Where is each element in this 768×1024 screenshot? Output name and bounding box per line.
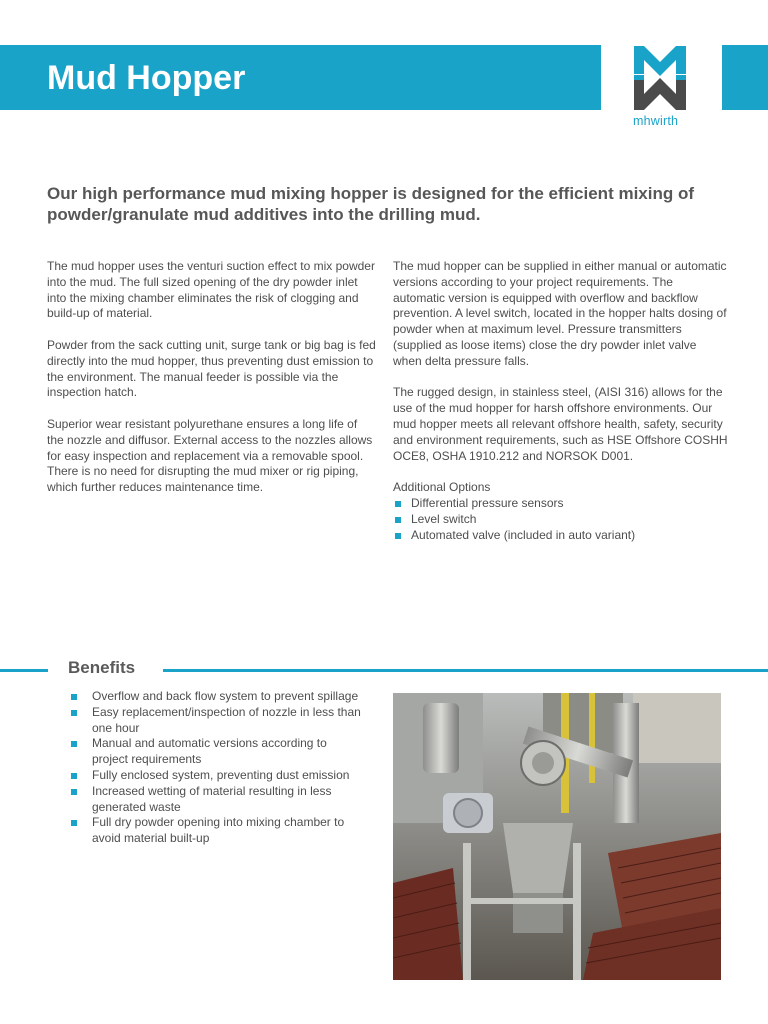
square-bullet-icon [71,773,77,779]
square-bullet-icon [395,517,401,523]
list-item-text: Differential pressure sensors [411,495,564,510]
list-item-text: Easy replacement/inspection of nozzle in less than one hour [92,704,361,735]
section-rule [0,669,48,672]
body-paragraph: The rugged design, in stainless steel, (AISI 316) allows for the use of the mud hopper for harsh offshore environments. Our mud hopper meets all relevant offshore health, safety, security and environment requirements, such as HSE Offshore COSHH OCE8, OSHA 1910.212 and NORSOK D001. [393,385,728,463]
list-item [69,689,364,705]
square-bullet-icon [71,710,77,716]
list-item [69,784,364,816]
options-title: Additional Options [393,480,491,495]
page-title: Mud Hopper [47,59,246,97]
list-item [393,512,728,528]
square-bullet-icon [395,533,401,539]
list-item-text: Manual and automatic versions according to project requirements [92,736,327,767]
list-item-text: Automated valve (included in auto variant) [411,527,636,542]
benefits-list [69,689,364,847]
body-paragraph: The mud hopper uses the venturi suction effect to mix powder into the mud. The full sized opening of the dry powder inlet into the mixing chamber eliminates the risk of clogging and build-up of material. [47,259,375,321]
list-item [69,768,364,784]
mud-hopper-photo [393,693,721,980]
body-paragraph: Powder from the sack cutting unit, surge tank or big bag is fed directly into the mud hopper, thus preventing dust emission to the environment. The manual feeder is possible via the inspection hatch. [47,337,376,400]
square-bullet-icon [395,501,401,507]
benefits-list-container [69,689,364,847]
right-column [393,259,728,543]
list-item-text: Increased wetting of material resulting in less generated waste [92,783,332,814]
logo-wordmark: mhwirth [633,114,679,128]
list-item-text: Level switch [411,511,477,526]
lead-paragraph: Our high performance mud mixing hopper is designed for the efficient mixing of powder/granulate mud additives into the drilling mud. [47,184,695,224]
square-bullet-icon [71,741,77,747]
options-list [393,496,728,543]
list-item-text: Full dry powder opening into mixing chamber to avoid material built-up [92,815,345,846]
list-item-text: Fully enclosed system, preventing dust emission [92,767,350,782]
list-item [393,528,728,544]
left-column [47,259,377,512]
body-paragraph: The mud hopper can be supplied in either manual or automatic versions according to your project requirements. The automatic version is equipped with overflow and backflow prevention. A level switch, located in the hopper halts dosing of powder when at maximum level. Pressure transmitters (supplied as loose items) close the dry powder inlet valve when delta pressure falls. [393,259,727,368]
square-bullet-icon [71,789,77,795]
square-bullet-icon [71,820,77,826]
section-rule [163,669,768,672]
list-item-text: Overflow and back flow system to prevent spillage [92,689,359,703]
list-item [69,736,364,768]
benefits-heading: Benefits [68,658,136,677]
list-item [393,496,728,512]
list-item [69,705,364,737]
mud-hopper-installation-photo-icon [393,693,721,980]
header-band-right [722,45,768,110]
body-paragraph: Superior wear resistant polyurethane ensures a long life of the nozzle and diffusor. External access to the nozzles allows for easy inspection and replacement via a removable spool. There is no need for disrupting the mud mixer or rig piping, which further reduces maintenance time. [47,416,373,495]
square-bullet-icon [71,694,77,700]
list-item [69,815,364,847]
